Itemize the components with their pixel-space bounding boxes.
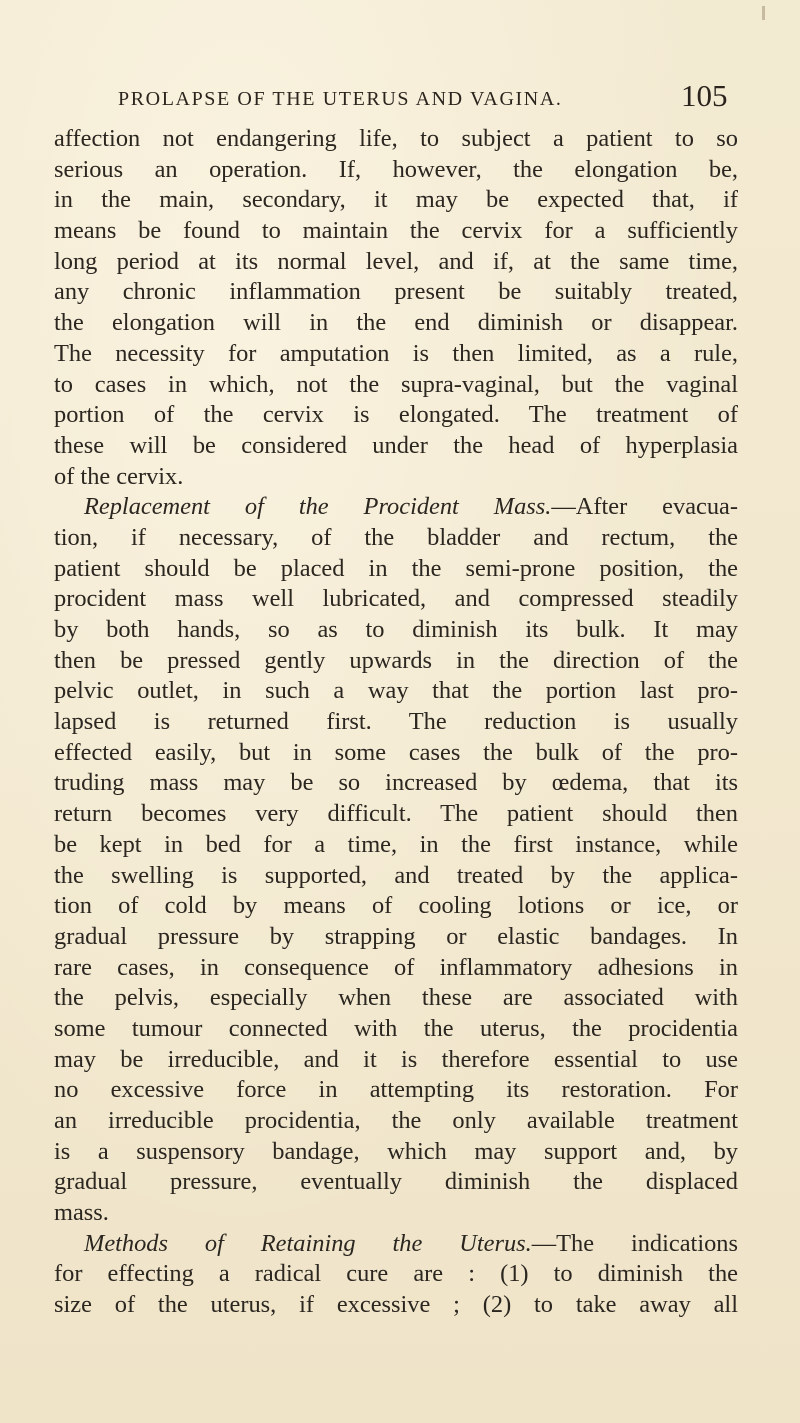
text-line: truding mass may be so increased by œdema, that its: [54, 769, 738, 797]
text-line: rare cases, in consequence of inflammatory adhesions in: [54, 953, 738, 981]
text-line: return becomes very difficult. The patient should then: [54, 800, 738, 828]
text-line: pelvic outlet, in such a way that the portion last pro-: [54, 677, 738, 705]
body-text: [54, 124, 738, 1321]
text-line: in the main, secondary, it may be expected that, if: [54, 186, 738, 214]
text-line: tion, if necessary, of the bladder and rectum, the: [54, 523, 738, 551]
text-line: an irreducible procidentia, the only available treatment: [54, 1107, 738, 1134]
text-line: size of the uterus, if excessive ; (2) to take away all: [54, 1291, 738, 1319]
text-line: these will be considered under the head of hyperplasia: [54, 431, 738, 459]
section-heading-line: [54, 1229, 738, 1260]
text-line: the elongation will in the end diminish or disappear.: [54, 309, 738, 337]
text-line: the swelling is supported, and treated by the applica-: [54, 861, 738, 889]
section-heading: Replacement of the Procident Mass.: [84, 493, 552, 521]
text-line: by both hands, so as to diminish its bulk. It may: [54, 616, 738, 643]
text-line: for effecting a radical cure are : (1) to diminish the: [54, 1260, 738, 1288]
text-line: patient should be placed in the semi-prone position, the: [54, 554, 738, 582]
text-line: tion of cold by means of cooling lotions or ice, or: [54, 892, 738, 920]
text-line: serious an operation. If, however, the elongation be,: [54, 155, 738, 183]
text-line: affection not endangering life, to subject a patient to so: [54, 125, 738, 152]
text-line: may be irreducible, and it is therefore essential to use: [54, 1045, 738, 1073]
text-line-rest: —The indications: [531, 1229, 738, 1257]
section-heading: Methods of Retaining the Uterus.: [84, 1229, 532, 1257]
text-line: some tumour connected with the uterus, the procidentia: [54, 1014, 738, 1042]
text-line: is a suspensory bandage, which may support and, by: [54, 1137, 738, 1165]
text-line: to cases in which, not the supra-vaginal, but the vaginal: [54, 370, 738, 398]
running-title: PROLAPSE OF THE UTERUS AND VAGINA.: [118, 88, 563, 110]
text-line: The necessity for amputation is then limited, as a rule,: [54, 339, 738, 367]
text-line: gradual pressure, eventually diminish the displaced: [54, 1168, 738, 1196]
text-line: mass.: [54, 1199, 109, 1227]
text-line: lapsed is returned first. The reduction is usually: [54, 708, 738, 736]
section-heading-line: [54, 492, 738, 523]
text-line: procident mass well lubricated, and compressed steadily: [54, 585, 738, 613]
text-line-rest: —After evacua-: [551, 493, 738, 521]
text-line: any chronic inflammation present be suitably treated,: [54, 278, 738, 306]
text-line: gradual pressure by strapping or elastic bandages. In: [54, 922, 738, 950]
text-line: long period at its normal level, and if, at the same time,: [54, 247, 738, 275]
text-line: portion of the cervix is elongated. The treatment of: [54, 401, 738, 429]
page-number: 105: [681, 78, 728, 113]
text-line: no excessive force in attempting its restoration. For: [54, 1076, 738, 1104]
running-head: [0, 78, 800, 120]
text-line: means be found to maintain the cervix for a sufficiently: [54, 217, 738, 245]
text-line: of the cervix.: [54, 462, 184, 490]
text-line: effected easily, but in some cases the bulk of the pro-: [54, 738, 738, 766]
text-line: then be pressed gently upwards in the direction of the: [54, 646, 738, 674]
scan-mark: [762, 6, 765, 20]
text-line: the pelvis, especially when these are associated with: [54, 984, 738, 1012]
text-line: be kept in bed for a time, in the first instance, while: [54, 830, 738, 858]
